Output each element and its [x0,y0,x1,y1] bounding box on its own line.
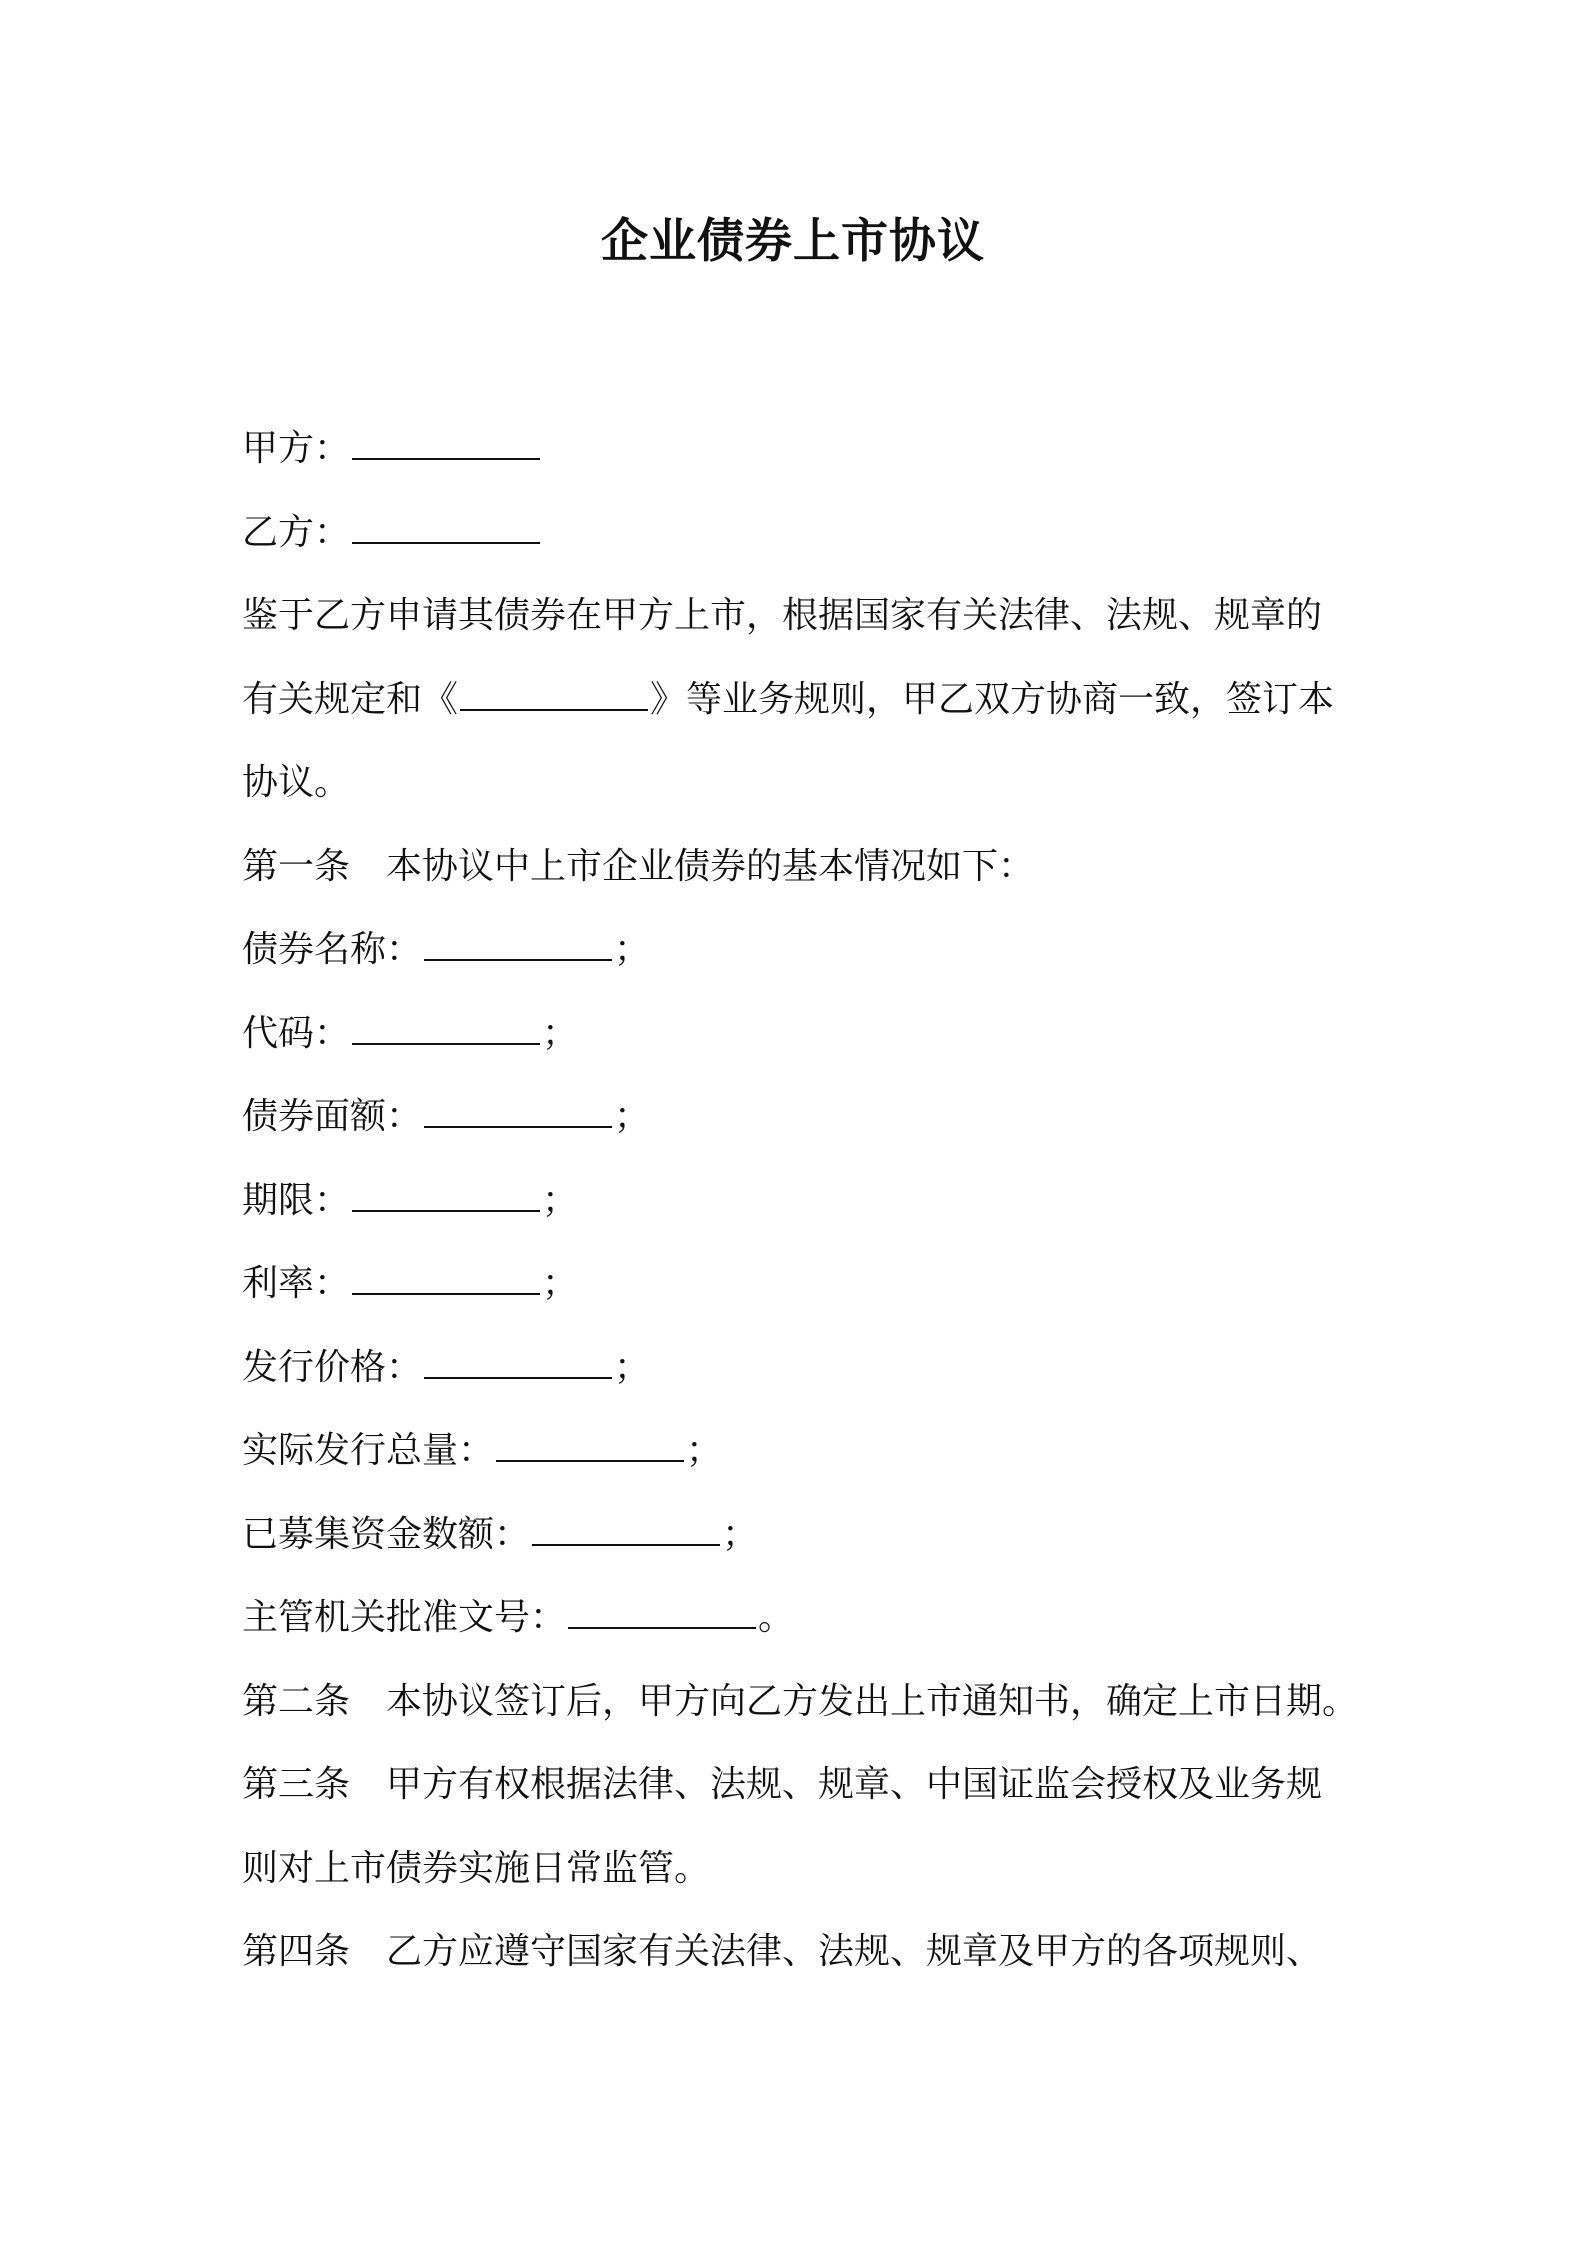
field-bond-name [242,908,1357,992]
field-code [242,992,1357,1076]
article-1-number: 第一条 [242,845,351,887]
field-blank [424,1096,612,1128]
field-funds-raised [242,1493,1357,1577]
field-blank [352,1180,540,1212]
field-approval-number [242,1576,1357,1660]
page-title: 企业债券上市协议 [601,214,985,269]
article-2 [242,1660,1357,1744]
party-b-label: 乙方： [242,511,351,553]
field-end: ； [542,1179,579,1221]
field-end: 。 [758,1597,795,1638]
field-label: 代码： [242,1012,351,1054]
party-a-line [242,407,1357,491]
party-b-line [242,491,1357,575]
field-label: 已募集资金数额： [242,1513,531,1555]
article-2-text: 本协议签订后，甲方向乙方发出上市通知书，确定上市日期。 [386,1680,1359,1722]
party-a-label: 甲方： [242,428,351,469]
article-4-text-line-1: 乙方应遵守国家有关法律、法规、规章及甲方的各项规则、 [386,1931,1323,1972]
rules-name-blank [460,679,648,711]
field-end: ； [614,929,651,970]
field-blank [532,1514,720,1546]
article-3-text-line-1: 甲方有权根据法律、法规、规章、中国证监会授权及业务规 [386,1764,1323,1805]
field-label: 债券名称： [242,929,423,970]
field-face-value [242,1075,1357,1159]
field-end: ； [614,1346,651,1388]
field-label: 利率： [242,1263,351,1304]
preamble-line-3: 协议。 [242,762,351,803]
article-1 [242,825,1357,909]
field-end: ； [614,1096,651,1137]
field-label: 实际发行总量： [242,1430,495,1471]
preamble-line-2-pre: 有关规定和《 [242,678,459,720]
field-end: ； [686,1430,723,1471]
field-blank [352,1263,540,1295]
field-end: ； [542,1263,579,1304]
field-blank [424,929,612,961]
preamble-line-2-post: 》等业务规则，甲乙双方协商一致，签订本 [650,678,1335,720]
field-term [242,1159,1357,1243]
field-blank [424,1347,612,1379]
field-issue-price [242,1326,1357,1410]
field-blank [568,1597,756,1629]
article-3-number: 第三条 [242,1764,351,1805]
field-blank [352,1013,540,1045]
article-3 [242,1743,1357,1827]
field-end: ； [722,1513,759,1555]
article-1-text: 本协议中上市企业债券的基本情况如下： [386,845,1035,887]
field-total-issued [242,1409,1357,1493]
party-b-blank [352,512,540,544]
article-4-number: 第四条 [242,1931,351,1972]
field-blank [496,1430,684,1462]
party-a-blank [352,428,540,460]
preamble-line-2 [242,658,1357,742]
agreement-body [242,407,1357,1994]
field-label: 债券面额： [242,1096,423,1137]
field-end: ； [542,1012,579,1054]
preamble-line-1: 鉴于乙方申请其债券在甲方上市，根据国家有关法律、法规、规章的 [242,595,1323,636]
field-rate [242,1242,1357,1326]
field-label: 发行价格： [242,1346,423,1388]
article-3-continued: 则对上市债券实施日常监管。 [242,1847,711,1889]
article-4 [242,1910,1357,1994]
article-2-number: 第二条 [242,1680,351,1722]
field-label: 期限： [242,1179,351,1221]
field-label: 主管机关批准文号： [242,1597,567,1638]
